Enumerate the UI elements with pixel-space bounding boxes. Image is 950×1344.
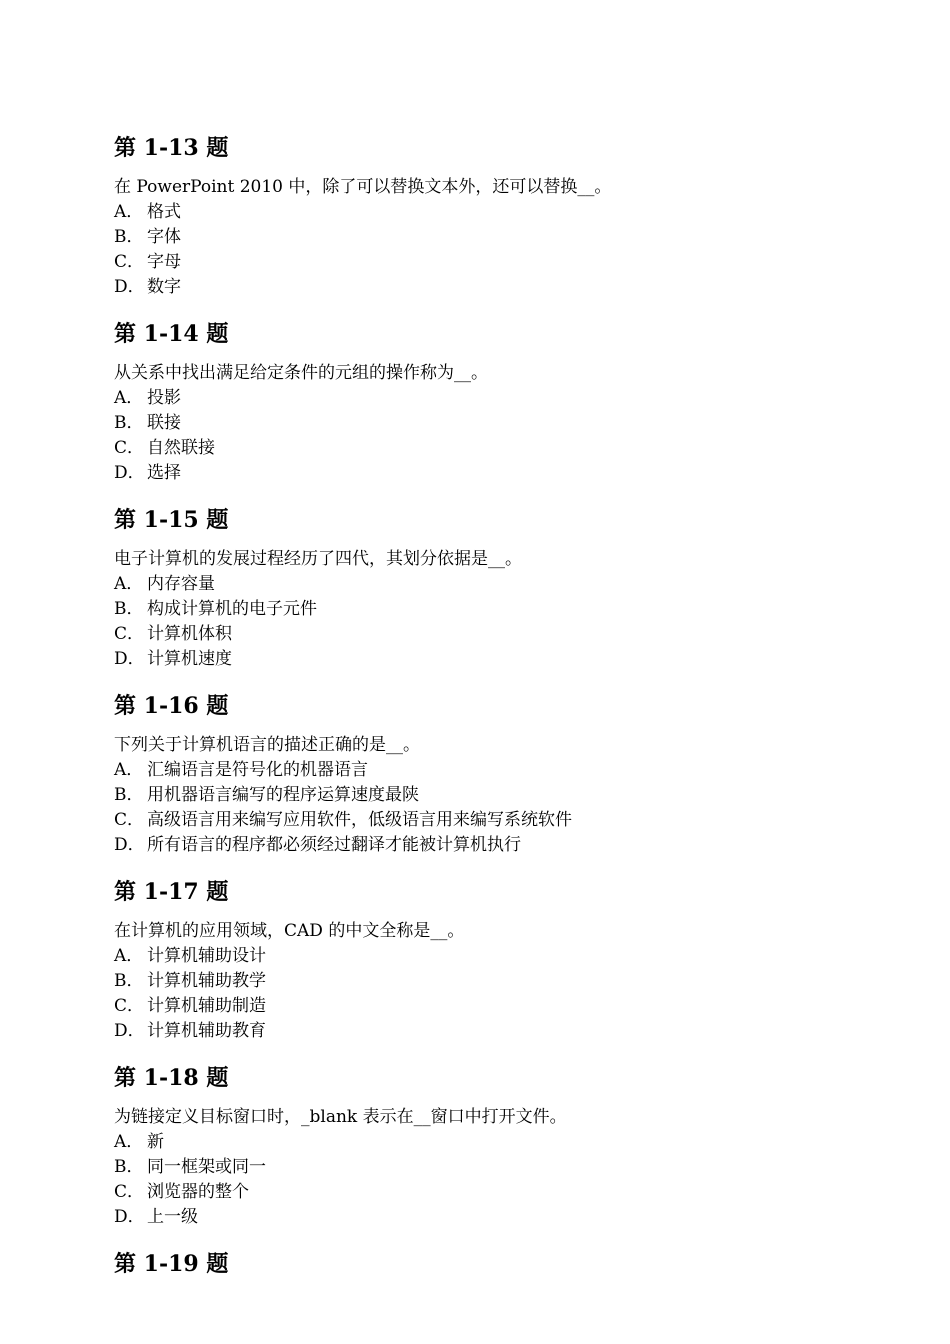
option-text: 计算机速度 xyxy=(147,649,232,669)
question-1-19 xyxy=(114,1246,874,1282)
option-letter: D． xyxy=(114,277,145,297)
option-letter: D． xyxy=(114,1207,145,1227)
option-letter: B． xyxy=(114,1157,144,1177)
option-letter: B． xyxy=(114,971,144,991)
option-a xyxy=(114,386,874,411)
question-1-13 xyxy=(114,130,874,300)
option-text: 同一框架或同一 xyxy=(147,1157,266,1177)
option-c xyxy=(114,1180,874,1205)
option-text: 数字 xyxy=(147,277,181,297)
option-b xyxy=(114,225,874,250)
option-letter: C． xyxy=(114,252,145,272)
option-text: 格式 xyxy=(147,202,181,222)
option-text: 上一级 xyxy=(147,1207,198,1227)
question-stem: 为链接定义目标窗口时，_blank 表示在__窗口中打开文件。 xyxy=(114,1107,567,1127)
option-letter: A． xyxy=(114,1132,144,1152)
option-text: 浏览器的整个 xyxy=(147,1182,249,1202)
option-text: 计算机辅助设计 xyxy=(147,946,266,966)
option-text: 计算机辅助教育 xyxy=(147,1021,266,1041)
option-text: 字母 xyxy=(147,252,181,272)
option-text: 汇编语言是符号化的机器语言 xyxy=(147,760,368,780)
option-text: 自然联接 xyxy=(147,438,215,458)
option-list xyxy=(114,944,874,1044)
question-title: 第 1-15 题 xyxy=(114,507,229,533)
option-text: 用机器语言编写的程序运算速度最陕 xyxy=(147,785,419,805)
option-c xyxy=(114,622,874,647)
option-text: 字体 xyxy=(147,227,181,247)
option-a xyxy=(114,758,874,783)
option-a xyxy=(114,200,874,225)
option-letter: A． xyxy=(114,760,144,780)
option-c xyxy=(114,436,874,461)
option-list xyxy=(114,200,874,300)
option-d xyxy=(114,1019,874,1044)
option-text: 内存容量 xyxy=(147,574,215,594)
question-stem: 电子计算机的发展过程经历了四代，其划分依据是__。 xyxy=(114,549,522,569)
option-text: 投影 xyxy=(147,388,181,408)
option-b xyxy=(114,411,874,436)
option-letter: C． xyxy=(114,996,145,1016)
question-title: 第 1-16 题 xyxy=(114,693,229,719)
option-d xyxy=(114,275,874,300)
question-title: 第 1-17 题 xyxy=(114,879,229,905)
option-text: 计算机辅助教学 xyxy=(147,971,266,991)
option-letter: A． xyxy=(114,202,144,222)
option-d xyxy=(114,461,874,486)
option-text: 构成计算机的电子元件 xyxy=(147,599,317,619)
question-1-15 xyxy=(114,502,874,672)
option-letter: B． xyxy=(114,785,144,805)
option-a xyxy=(114,1130,874,1155)
question-stem: 从关系中找出满足给定条件的元组的操作称为__。 xyxy=(114,363,488,383)
question-title: 第 1-18 题 xyxy=(114,1065,229,1091)
option-text: 选择 xyxy=(147,463,181,483)
question-1-17 xyxy=(114,874,874,1044)
option-letter: C． xyxy=(114,438,145,458)
question-1-14 xyxy=(114,316,874,486)
option-b xyxy=(114,597,874,622)
option-letter: C． xyxy=(114,810,145,830)
option-letter: A． xyxy=(114,946,144,966)
option-text: 高级语言用来编写应用软件，低级语言用来编写系统软件 xyxy=(147,810,572,830)
option-b xyxy=(114,783,874,808)
question-stem: 在计算机的应用领域，CAD 的中文全称是__。 xyxy=(114,921,465,941)
question-1-16 xyxy=(114,688,874,858)
option-letter: C． xyxy=(114,1182,145,1202)
option-letter: D． xyxy=(114,463,145,483)
option-list xyxy=(114,386,874,486)
option-b xyxy=(114,1155,874,1180)
document-page xyxy=(114,130,874,1291)
option-text: 联接 xyxy=(147,413,181,433)
question-title: 第 1-14 题 xyxy=(114,321,229,347)
option-letter: B． xyxy=(114,599,144,619)
option-letter: D． xyxy=(114,649,145,669)
option-letter: D． xyxy=(114,835,145,855)
option-b xyxy=(114,969,874,994)
option-text: 新 xyxy=(147,1132,164,1152)
question-title: 第 1-19 题 xyxy=(114,1251,229,1277)
option-list xyxy=(114,1130,874,1230)
option-letter: D． xyxy=(114,1021,145,1041)
option-letter: A． xyxy=(114,388,144,408)
option-list xyxy=(114,758,874,858)
question-title: 第 1-13 题 xyxy=(114,135,229,161)
option-a xyxy=(114,572,874,597)
option-letter: B． xyxy=(114,413,144,433)
question-stem: 下列关于计算机语言的描述正确的是__。 xyxy=(114,735,420,755)
option-d xyxy=(114,647,874,672)
option-c xyxy=(114,994,874,1019)
option-text: 计算机辅助制造 xyxy=(147,996,266,1016)
option-c xyxy=(114,250,874,275)
option-list xyxy=(114,572,874,672)
option-c xyxy=(114,808,874,833)
option-letter: C． xyxy=(114,624,145,644)
question-stem: 在 PowerPoint 2010 中，除了可以替换文本外，还可以替换__。 xyxy=(114,177,612,197)
option-text: 所有语言的程序都必须经过翻译才能被计算机执行 xyxy=(147,835,521,855)
option-a xyxy=(114,944,874,969)
question-1-18 xyxy=(114,1060,874,1230)
option-letter: A． xyxy=(114,574,144,594)
option-d xyxy=(114,833,874,858)
option-text: 计算机体积 xyxy=(147,624,232,644)
option-letter: B． xyxy=(114,227,144,247)
option-d xyxy=(114,1205,874,1230)
